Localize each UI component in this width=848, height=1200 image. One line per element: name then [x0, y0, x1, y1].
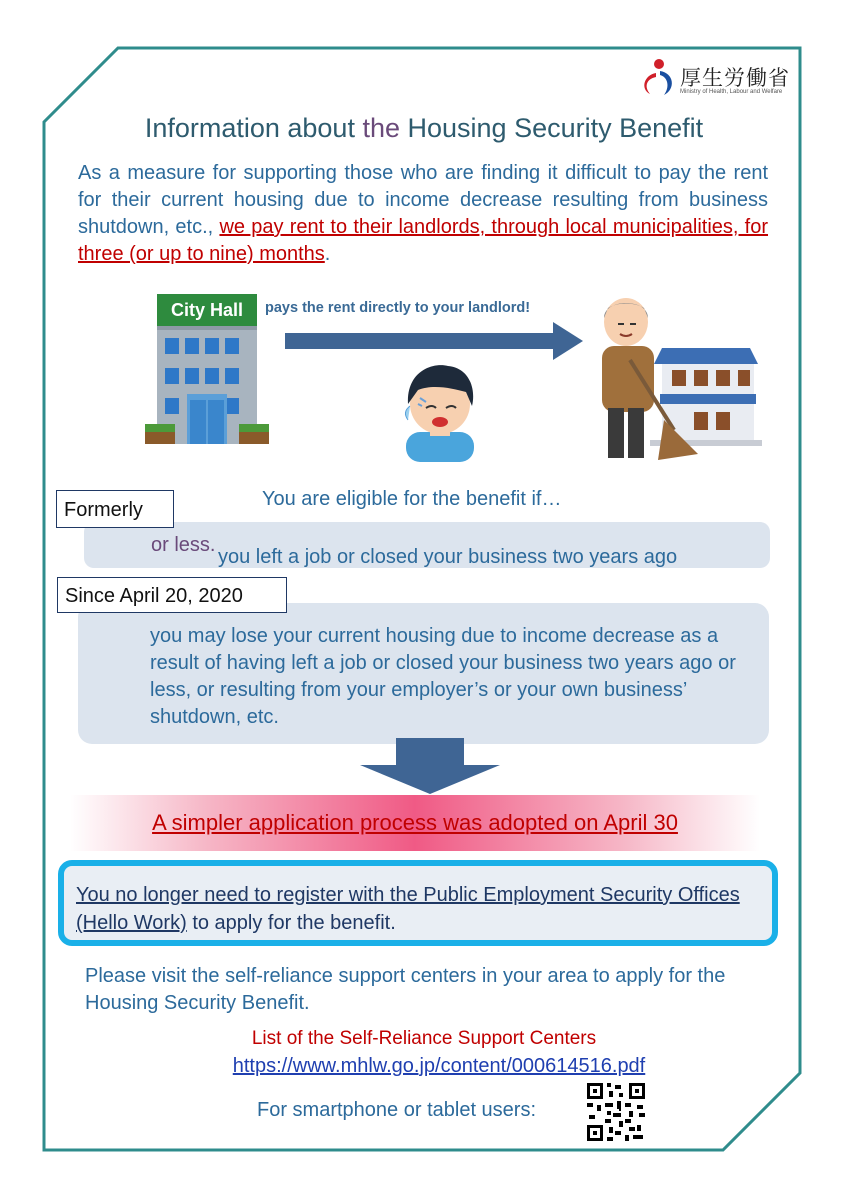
hello-work-notice: You no longer need to register with the Public Employment Security Offices (Hello Work) to apply for the benefit. — [58, 860, 778, 946]
since-tag: Since April 20, 2020 — [57, 577, 287, 613]
worried-person-icon — [392, 362, 488, 462]
formerly-box — [84, 522, 770, 568]
logo-name: 厚生労働省 — [680, 66, 790, 90]
smartphone-caption: For smartphone or tablet users: — [257, 1099, 537, 1121]
hello-work-underlined: You no longer need to register with the Public Employment Security Offices (Hello Work) — [76, 884, 740, 934]
mhlw-logo-icon — [636, 55, 676, 97]
formerly-tag: Formerly — [56, 490, 174, 528]
intro-highlight: we pay rent to their landlords, through local municipalities, for three (or up to nine) months — [78, 216, 769, 265]
city-hall-building-icon — [143, 326, 273, 446]
right-arrow-icon — [285, 322, 585, 360]
since-box — [78, 603, 769, 744]
centers-list-link[interactable]: https://www.mhlw.go.jp/content/000614516.pdf — [232, 1055, 646, 1077]
down-arrow-icon — [360, 738, 500, 794]
city-hall-label: City Hall — [157, 294, 257, 326]
intro-paragraph: As a measure for supporting those who are finding it difficult to pay the rent for their current housing due to income decrease resulting from business shutdown, etc., we pay rent to their landlords, through local municipalities, for three (or up to nine) months. — [78, 162, 769, 265]
logo-subtitle: Ministry of Health, Labour and Welfare — [680, 89, 783, 95]
landlord-with-house-icon — [590, 290, 770, 462]
page-title: Information about the Housing Security Benefit — [144, 113, 704, 143]
eligible-heading: You are eligible for the benefit if… — [262, 488, 562, 510]
pays-rent-caption: pays the rent directly to your landlord! — [265, 300, 531, 316]
centers-list-title: List of the Self-Reliance Support Centers — [251, 1028, 597, 1049]
visit-centers-text: Please visit the self-reliance support centers in your area to apply for the Housing Security Benefit. — [85, 965, 726, 1014]
qr-code-icon[interactable] — [585, 1081, 647, 1143]
simpler-process-banner: A simpler application process was adopted on April 30 — [70, 795, 760, 851]
since-text: you may lose your current housing due to income decrease as a result of having left a job or closed your business two years ago or less, or resulting from your employer’s or your own business’ shutdown, etc. — [150, 625, 736, 728]
formerly-text: you left a job or closed your business two years ago or less. — [151, 534, 678, 568]
